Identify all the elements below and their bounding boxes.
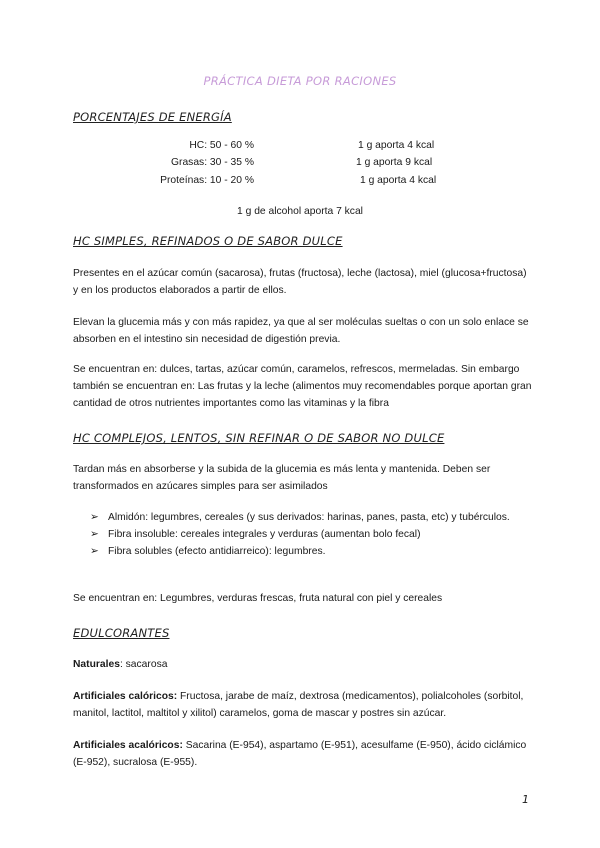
list-item-text: Fibra solubles (efecto antidiarreico): legumbres.: [108, 546, 326, 557]
acaloric-text: Sacarina (E-954), aspartamo (E-951), acesulfame (E-950), ácido ciclámico (E-952), sucralosa (E-955).: [73, 740, 527, 768]
simple-hc-heading: HC SIMPLES, REFINADOS O DE SABOR DULCE: [73, 234, 343, 248]
complex-hc-paragraph-1: Tardan más en absorberse y la subida de la glucemia es más lenta y mantenida. Deben ser transformados en azúcares simples para ser asimilados: [73, 464, 491, 492]
complex-hc-list: [90, 509, 510, 560]
caloric-sweeteners: [73, 688, 538, 722]
simple-hc-paragraph-3: Se encuentran en: dulces, tartas, azúcar común, caramelos, refrescos, mermeladas. Sin embargo también se encuentran en: Las frutas y la leche (alimentos muy recomendables porque aportan gran cantidad de otros nutrientes importantes como las vitaminas y la fibra: [73, 364, 532, 409]
natural-sweeteners: [73, 656, 533, 673]
list-item: [90, 543, 510, 560]
complex-hc-paragraph-2: Se encuentran en: Legumbres, verduras frescas, fruta natural con piel y cereales: [73, 593, 443, 604]
arrow-bullet-icon: ➢: [90, 546, 99, 557]
caloric-label: Artificiales calóricos:: [73, 691, 178, 702]
arrow-bullet-icon: ➢: [90, 529, 99, 540]
energy-row-protein-value: 1 g aporta 4 kcal: [360, 175, 437, 186]
complex-hc-heading: HC COMPLEJOS, LENTOS, SIN REFINAR O DE SABOR NO DULCE: [73, 431, 445, 445]
sweeteners-heading: EDULCORANTES: [73, 626, 170, 640]
list-item-text: Almidón: legumbres, cereales (y sus derivados: harinas, panes, pasta, etc) y tubérculos.: [108, 512, 510, 523]
acaloric-label: Artificiales acalóricos:: [73, 740, 183, 751]
list-item: [90, 509, 510, 526]
acaloric-sweeteners: [73, 737, 533, 771]
alcohol-note: 1 g de alcohol aporta 7 kcal: [237, 206, 363, 217]
energy-row-protein-label: Proteínas: 10 - 20 %: [160, 175, 254, 186]
energy-row-hc-value: 1 g aporta 4 kcal: [358, 140, 435, 151]
energy-row-fat-value: 1 g aporta 9 kcal: [356, 157, 433, 168]
natural-text: : sacarosa: [119, 659, 168, 670]
natural-label: Naturales: [73, 659, 120, 670]
caloric-text: Fructosa, jarabe de maíz, dextrosa (medicamentos), polialcoholes (sorbitol, manitol, lactitol, maltitol y xilitol) caramelos, goma de mascar y postres sin azúcar.: [73, 691, 524, 719]
energy-heading: PORCENTAJES DE ENERGÍA: [73, 110, 232, 124]
list-item-text: Fibra insoluble: cereales integrales y verduras (aumentan bolo fecal): [108, 529, 421, 540]
simple-hc-paragraph-1: Presentes en el azúcar común (sacarosa), frutas (fructosa), leche (lactosa), miel (glucosa+fructosa) y en los productos elaborados a partir de ellos.: [73, 268, 527, 296]
list-item: [90, 526, 510, 543]
energy-row-fat-label: Grasas: 30 - 35 %: [171, 157, 254, 168]
energy-row-hc-label: HC: 50 - 60 %: [189, 140, 254, 151]
simple-hc-paragraph-2: Elevan la glucemia más y con más rapidez, ya que al ser moléculas sueltas o con un solo enlace se absorben en el intestino sin necesidad de digestión previa.: [73, 317, 529, 345]
arrow-bullet-icon: ➢: [90, 512, 99, 523]
page-number: 1: [522, 793, 529, 806]
document-title: PRÁCTICA DIETA POR RACIONES: [203, 74, 397, 88]
